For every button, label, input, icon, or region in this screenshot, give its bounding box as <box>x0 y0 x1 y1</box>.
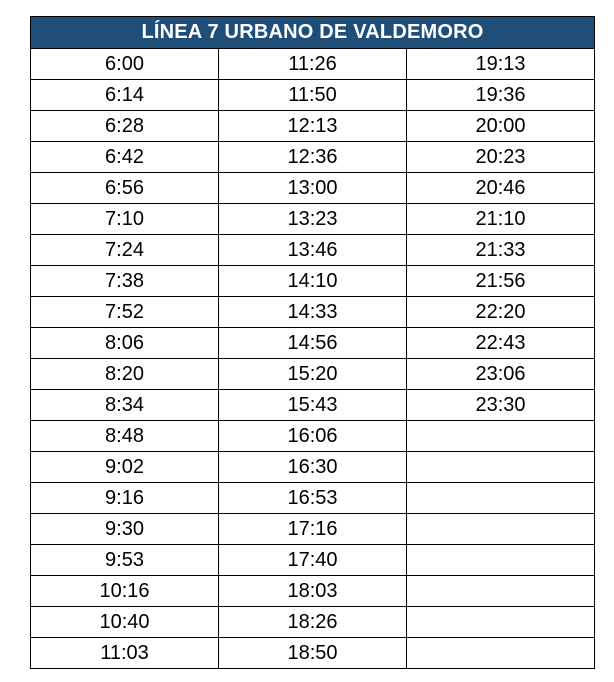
time-cell: 14:10 <box>219 266 407 297</box>
time-cell: 9:16 <box>31 483 219 514</box>
table-row <box>31 297 595 328</box>
time-cell: 20:00 <box>407 111 595 142</box>
time-cell: 21:10 <box>407 204 595 235</box>
time-cell: 20:23 <box>407 142 595 173</box>
time-cell: 19:36 <box>407 80 595 111</box>
time-cell <box>407 483 595 514</box>
time-cell: 6:14 <box>31 80 219 111</box>
time-cell: 7:38 <box>31 266 219 297</box>
table-row <box>31 328 595 359</box>
table-row <box>31 111 595 142</box>
table-row <box>31 545 595 576</box>
table-row <box>31 359 595 390</box>
time-cell: 23:30 <box>407 390 595 421</box>
time-cell: 12:36 <box>219 142 407 173</box>
table-row <box>31 235 595 266</box>
time-cell: 9:02 <box>31 452 219 483</box>
time-cell: 7:10 <box>31 204 219 235</box>
time-cell: 14:56 <box>219 328 407 359</box>
time-cell: 22:20 <box>407 297 595 328</box>
time-cell: 11:26 <box>219 49 407 80</box>
table-row <box>31 638 595 669</box>
time-cell: 21:33 <box>407 235 595 266</box>
time-cell: 8:48 <box>31 421 219 452</box>
time-cell: 15:20 <box>219 359 407 390</box>
time-cell: 21:56 <box>407 266 595 297</box>
table-row <box>31 49 595 80</box>
time-cell: 6:42 <box>31 142 219 173</box>
time-cell: 14:33 <box>219 297 407 328</box>
time-cell: 16:30 <box>219 452 407 483</box>
time-cell: 10:16 <box>31 576 219 607</box>
time-cell: 19:13 <box>407 49 595 80</box>
time-cell: 10:40 <box>31 607 219 638</box>
time-cell <box>407 576 595 607</box>
time-cell: 23:06 <box>407 359 595 390</box>
time-cell: 6:56 <box>31 173 219 204</box>
time-cell: 13:46 <box>219 235 407 266</box>
time-cell: 7:24 <box>31 235 219 266</box>
table-row <box>31 576 595 607</box>
time-cell: 7:52 <box>31 297 219 328</box>
time-cell: 9:53 <box>31 545 219 576</box>
table-row <box>31 514 595 545</box>
table-row <box>31 421 595 452</box>
timetable <box>30 16 595 669</box>
time-cell: 8:34 <box>31 390 219 421</box>
time-cell: 18:03 <box>219 576 407 607</box>
timetable-body <box>31 49 595 669</box>
time-cell: 17:16 <box>219 514 407 545</box>
time-cell: 12:13 <box>219 111 407 142</box>
time-cell: 16:06 <box>219 421 407 452</box>
time-cell: 13:00 <box>219 173 407 204</box>
time-cell: 20:46 <box>407 173 595 204</box>
table-row <box>31 142 595 173</box>
time-cell: 11:03 <box>31 638 219 669</box>
time-cell <box>407 607 595 638</box>
time-cell <box>407 638 595 669</box>
table-row <box>31 452 595 483</box>
time-cell <box>407 452 595 483</box>
time-cell: 6:28 <box>31 111 219 142</box>
time-cell: 8:20 <box>31 359 219 390</box>
time-cell: 17:40 <box>219 545 407 576</box>
table-row <box>31 266 595 297</box>
time-cell: 9:30 <box>31 514 219 545</box>
table-row <box>31 483 595 514</box>
table-row <box>31 607 595 638</box>
time-cell: 18:26 <box>219 607 407 638</box>
timetable-title: LÍNEA 7 URBANO DE VALDEMORO <box>31 17 595 49</box>
time-cell <box>407 514 595 545</box>
time-cell: 8:06 <box>31 328 219 359</box>
table-row <box>31 80 595 111</box>
time-cell <box>407 421 595 452</box>
time-cell: 11:50 <box>219 80 407 111</box>
time-cell <box>407 545 595 576</box>
title-row <box>31 17 595 49</box>
time-cell: 22:43 <box>407 328 595 359</box>
table-row <box>31 173 595 204</box>
time-cell: 6:00 <box>31 49 219 80</box>
time-cell: 16:53 <box>219 483 407 514</box>
table-row <box>31 204 595 235</box>
time-cell: 18:50 <box>219 638 407 669</box>
time-cell: 15:43 <box>219 390 407 421</box>
table-row <box>31 390 595 421</box>
time-cell: 13:23 <box>219 204 407 235</box>
